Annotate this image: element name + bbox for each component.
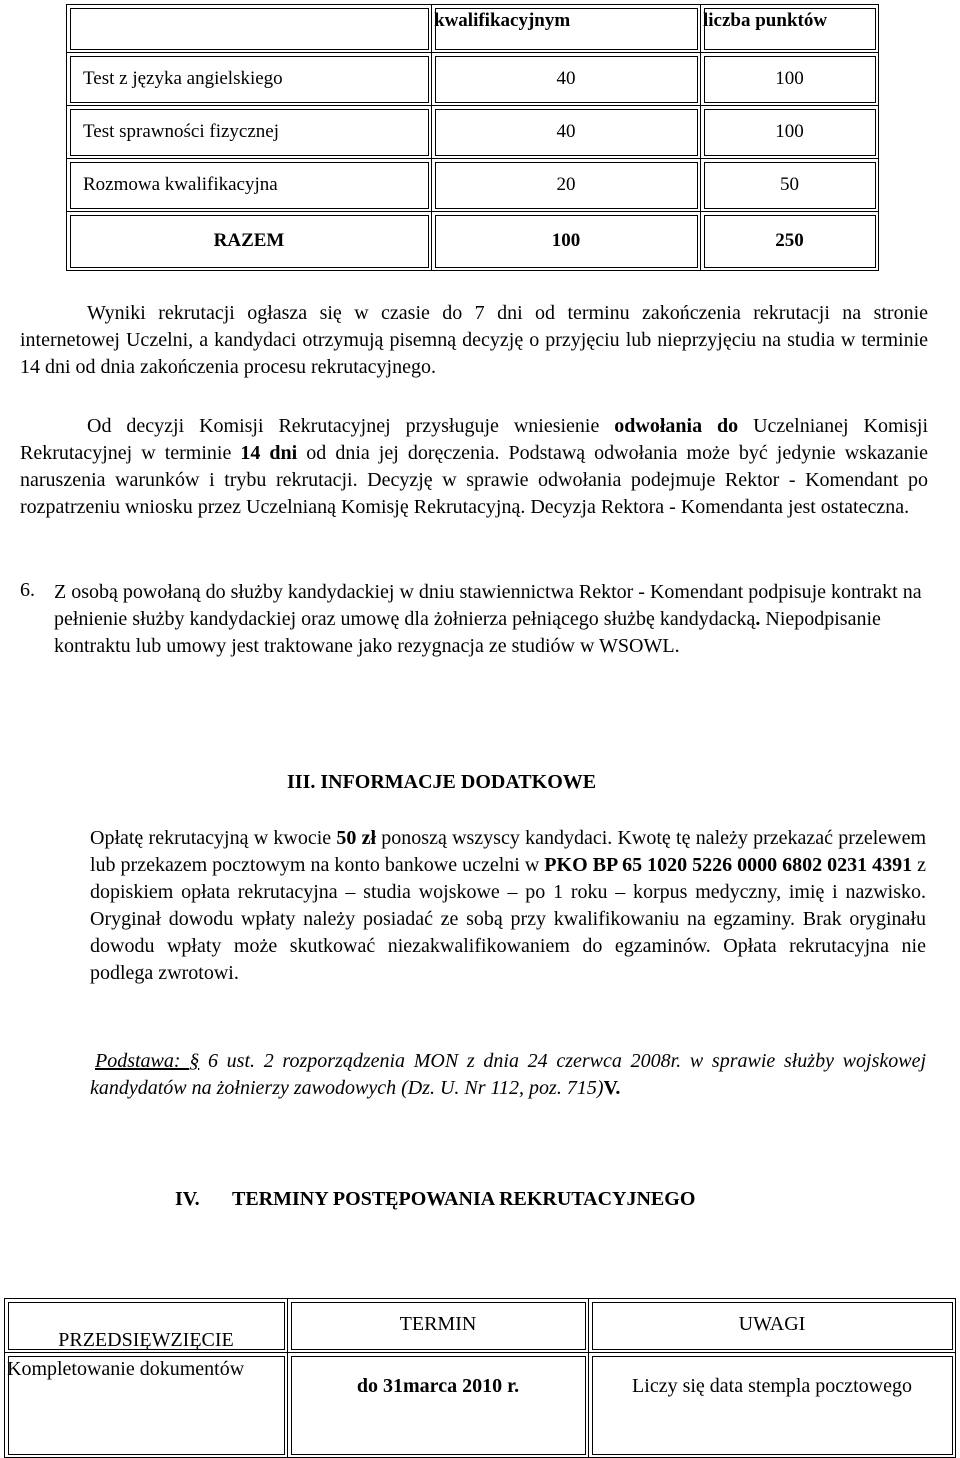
total-min: 100 [432,212,701,271]
row-max: 100 [701,106,879,159]
row-max: 100 [701,53,879,106]
table-total-row [67,212,879,271]
fee-bold-amount: 50 zł [336,827,377,849]
legal-basis [90,1048,926,1102]
schedule-notes: Liczy się data stempla pocztowego [589,1353,956,1458]
item-6-text-c: Niepodpisanie kontraktu lub umowy jest traktowane jako rezygnacja ze studiów w WSOWL. [54,608,881,657]
appeal-paragraph [20,413,928,521]
paragraph-sign: § [189,1050,200,1072]
table-row [67,106,879,159]
row-label: Rozmowa kwalifikacyjna [67,159,432,212]
item-6-number: 6. [20,579,35,601]
header-cell-points: liczba punktów [701,5,879,53]
appeal-text-e: od dnia jej doręczenia. Podstawą odwołania może być jedynie wskazanie naruszenia warunków i trybu rekrutacji. Decyzję w sprawie odwołania podejmuje Rektor - Komendant po rozpatrzeniu wniosku przez Uczelnianą Komisję Rekrutacyjną. Decyzja Rektora - Komendanta jest ostateczna. [20,442,929,518]
item-6-text-a: Z osobą powołaną do służby kandydackiej w dniu stawiennictwa Rektor - Komendant podpisuje kontrakt na pełnienie służby kandydackiej oraz umowę dla żołnierza pełniącego służbę kandydacką [54,581,922,630]
points-table-header [67,5,879,53]
item-6-bold-dot: . [755,608,761,630]
appeal-bold-odwolania: odwołania do [614,415,739,437]
row-min: 20 [432,159,701,212]
table-row [67,159,879,212]
section-3-title: III. INFORMACJE DODATKOWE [287,771,597,793]
basis-label: Podstawa: [95,1050,190,1072]
fee-text-c: ponoszą wszyscy kandydaci. Kwotę tę należy przekazać przelewem lub przekazem pocztowym na konto bankowe uczelni w [90,827,927,876]
schedule-table [4,1298,956,1458]
table-row [5,1353,956,1458]
basis-text: 6 ust. 2 rozporządzenia MON z dnia 24 czerwca 2008r. w sprawie służby wojskowej kandydatów na żołnierzy zawodowych (Dz. U. Nr 112, poz. 715) [90,1050,926,1099]
table-row [67,53,879,106]
appeal-text-c: Uczelnianej Komisji Rekrutacyjnej w terminie [20,415,929,464]
basis-v: V. [603,1077,621,1099]
row-label: Test sprawności fizycznej [67,106,432,159]
points-table [66,4,879,271]
row-max: 50 [701,159,879,212]
item-6-text [54,579,924,660]
total-label: RAZEM [67,212,432,271]
fee-text-a: Opłatę rekrutacyjną w kwocie [90,827,337,849]
header-przedsiewziecie: PRZEDSIĘWZIĘCIE [5,1299,288,1353]
row-min: 40 [432,53,701,106]
fee-text-e: z dopiskiem opłata rekrutacyjna – studia wojskowe – po 1 roku – korpus medyczny, imię i nazwisko. Oryginał dowodu wpłaty należy posiadać ze sobą przy kwalifikowaniu na egzaminy. Brak oryginału dowodu wpłaty może skutkować niezakwalifikowaniem do egzaminów. Opłata rekrutacyjna nie podlega zwrotowi. [90,854,926,984]
appeal-text-a: Od decyzji Komisji Rekrutacyjnej przysługuje wniesienie [87,415,615,437]
header-cell-empty [67,5,432,53]
section-4-title: TERMINY POSTĘPOWANIA REKRUTACYJNEGO [232,1188,696,1210]
section-4-number: IV. [175,1188,200,1210]
total-max: 250 [701,212,879,271]
schedule-header-row [5,1299,956,1353]
row-min: 40 [432,106,701,159]
fee-paragraph [90,825,926,987]
schedule-task: Kompletowanie dokumentów [5,1353,288,1458]
header-termin: TERMIN [288,1299,589,1353]
fee-bold-account: PKO BP 65 1020 5226 0000 6802 0231 4391 [544,854,913,876]
header-uwagi: UWAGI [589,1299,956,1353]
schedule-deadline: do 31marca 2010 r. [288,1353,589,1458]
appeal-bold-14dni: 14 dni [240,442,298,464]
header-cell-qualifying: kwalifikacyjnym [432,5,701,53]
row-label: Test z języka angielskiego [67,53,432,106]
results-paragraph: Wyniki rekrutacji ogłasza się w czasie do 7 dni od terminu zakończenia rekrutacji na stronie internetowej Uczelni, a kandydaci otrzymują pisemną decyzję o przyjęciu lub nieprzyjęciu na studia w terminie 14 dni od dnia zakończenia procesu rekrutacyjnego. [20,302,928,378]
